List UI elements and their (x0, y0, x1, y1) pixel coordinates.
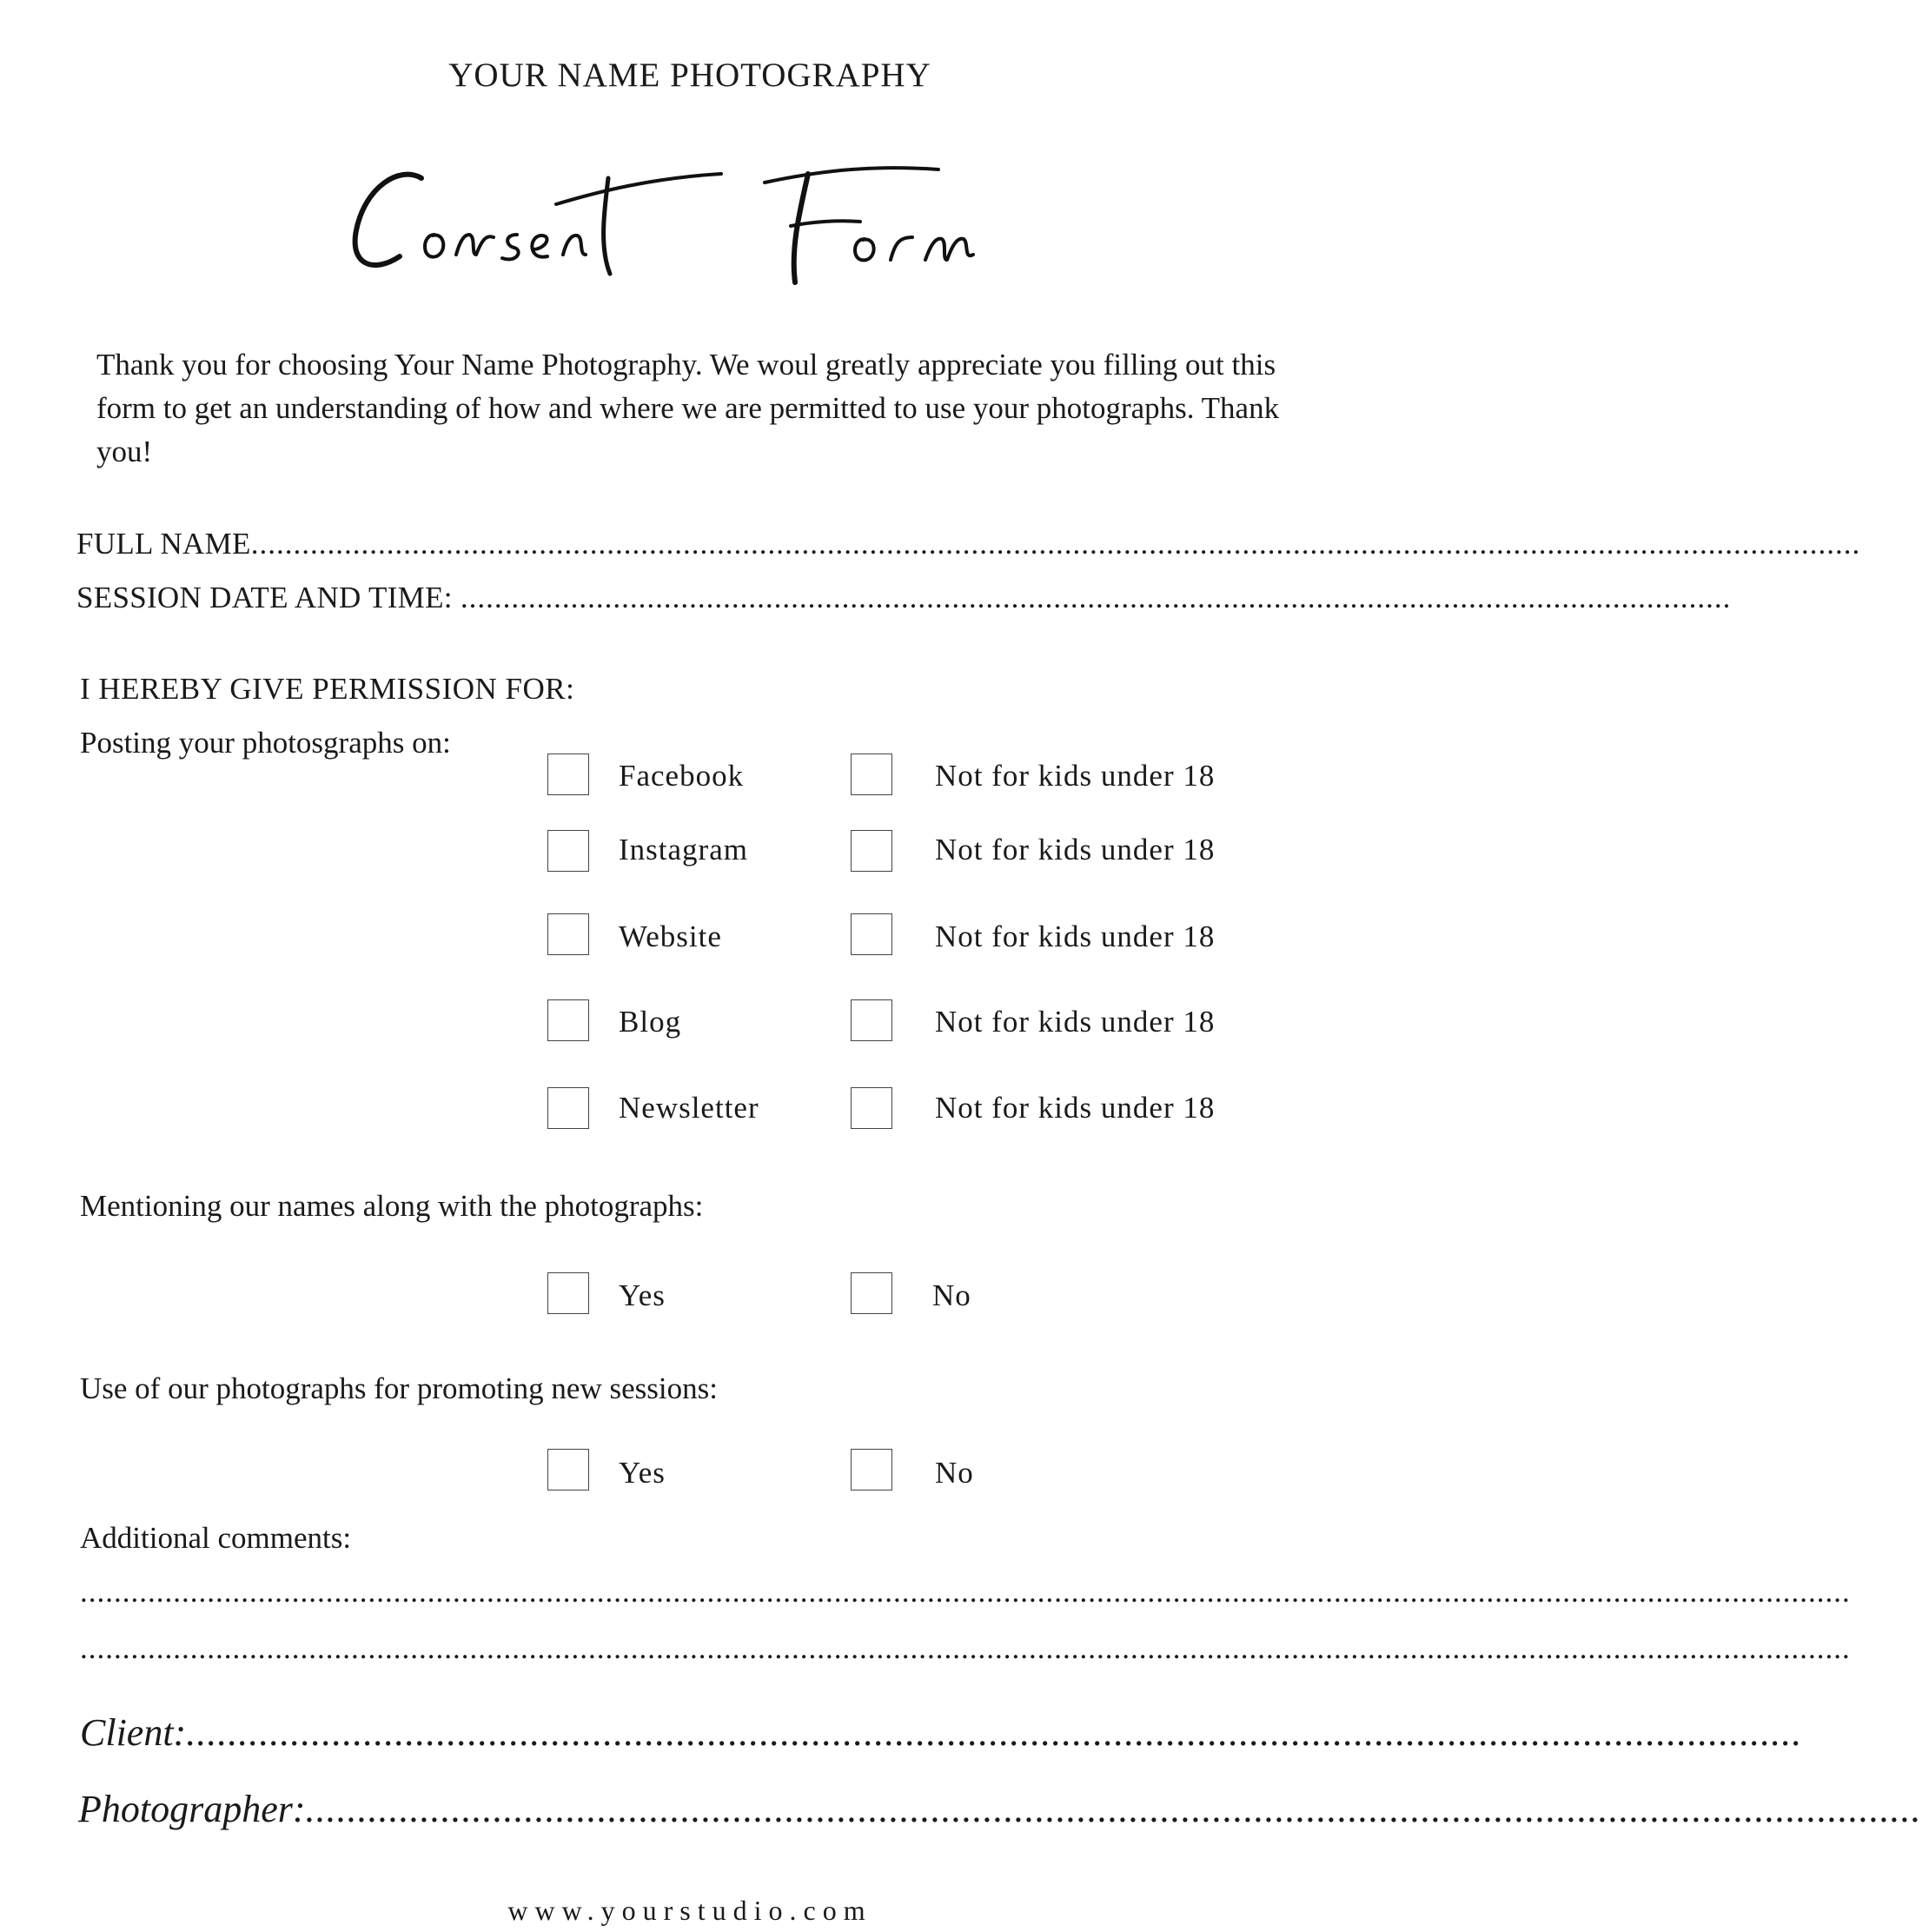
restriction-label: Not for kids under 18 (935, 759, 1216, 793)
checkbox-names-no[interactable] (851, 1272, 892, 1314)
posting-label: Posting your photosgraphs on: (80, 726, 451, 760)
session-date-line[interactable] (76, 581, 1732, 615)
option-label: Website (619, 920, 722, 953)
names-yes-label: Yes (619, 1278, 666, 1312)
restriction-label: Not for kids under 18 (935, 1005, 1216, 1039)
checkbox-instagram[interactable] (547, 830, 589, 872)
checkbox-promo-yes[interactable] (547, 1449, 589, 1490)
comments-line-1[interactable]: ................................................................................................................................................................................................................. (80, 1575, 1851, 1609)
checkbox-instagram-restriction[interactable] (851, 830, 892, 872)
full-name-dotted-line: .............................................................................................................................................................................................. (250, 527, 1861, 561)
checkbox-promo-no[interactable] (851, 1449, 892, 1490)
permission-heading: I HEREBY GIVE PERMISSION FOR: (80, 672, 575, 706)
client-dotted-line: ........................................................................................................................................................... (186, 1711, 1803, 1754)
comments-label: Additional comments: (80, 1521, 352, 1555)
comments-line-2[interactable]: ................................................................................................................................................................................................................. (80, 1631, 1851, 1665)
promo-no-label: No (935, 1456, 974, 1490)
photographer-dotted-line: ........................................................................................................................................................... (305, 1788, 1922, 1830)
checkbox-website-restriction[interactable] (851, 913, 892, 955)
option-label: Facebook (619, 759, 745, 793)
option-label: Blog (619, 1005, 682, 1039)
photographer-signature-line[interactable] (78, 1787, 1922, 1831)
option-label: Instagram (619, 833, 748, 866)
photographer-label: Photographer: (78, 1788, 306, 1830)
session-date-dotted-line: ...................................................................................................................................................... (460, 581, 1732, 614)
promo-yes-label: Yes (619, 1456, 666, 1490)
session-date-label: SESSION DATE AND TIME: (76, 581, 453, 614)
restriction-label: Not for kids under 18 (935, 1091, 1216, 1125)
checkbox-blog[interactable] (547, 999, 589, 1041)
intro-paragraph: Thank you for choosing Your Name Photography. We woul greatly appreciate you filling out this form to get an understanding of how and where we are permitted to use your photographs. Thank you! (96, 348, 1280, 468)
client-label: Client: (80, 1711, 187, 1754)
full-name-label: FULL NAME (76, 527, 251, 561)
checkbox-facebook-restriction[interactable] (851, 754, 892, 795)
names-question: Mentioning our names along with the photographs: (80, 1189, 704, 1223)
restriction-label: Not for kids under 18 (935, 833, 1216, 866)
checkbox-newsletter-restriction[interactable] (851, 1087, 892, 1129)
option-label: Newsletter (619, 1091, 759, 1125)
brand-name: YOUR NAME PHOTOGRAPHY (448, 56, 931, 94)
footer-website[interactable]: www.yourstudio.com (507, 1895, 872, 1926)
restriction-label: Not for kids under 18 (935, 920, 1216, 953)
full-name-line[interactable] (76, 527, 1861, 561)
names-no-label: No (932, 1278, 971, 1312)
checkbox-newsletter[interactable] (547, 1087, 589, 1129)
checkbox-names-yes[interactable] (547, 1272, 589, 1314)
consent-form-title-script (339, 152, 1051, 295)
promo-question: Use of our photographs for promoting new sessions: (80, 1371, 718, 1405)
checkbox-facebook[interactable] (547, 754, 589, 795)
checkbox-website[interactable] (547, 913, 589, 955)
client-signature-line[interactable] (80, 1710, 1803, 1755)
checkbox-blog-restriction[interactable] (851, 999, 892, 1041)
